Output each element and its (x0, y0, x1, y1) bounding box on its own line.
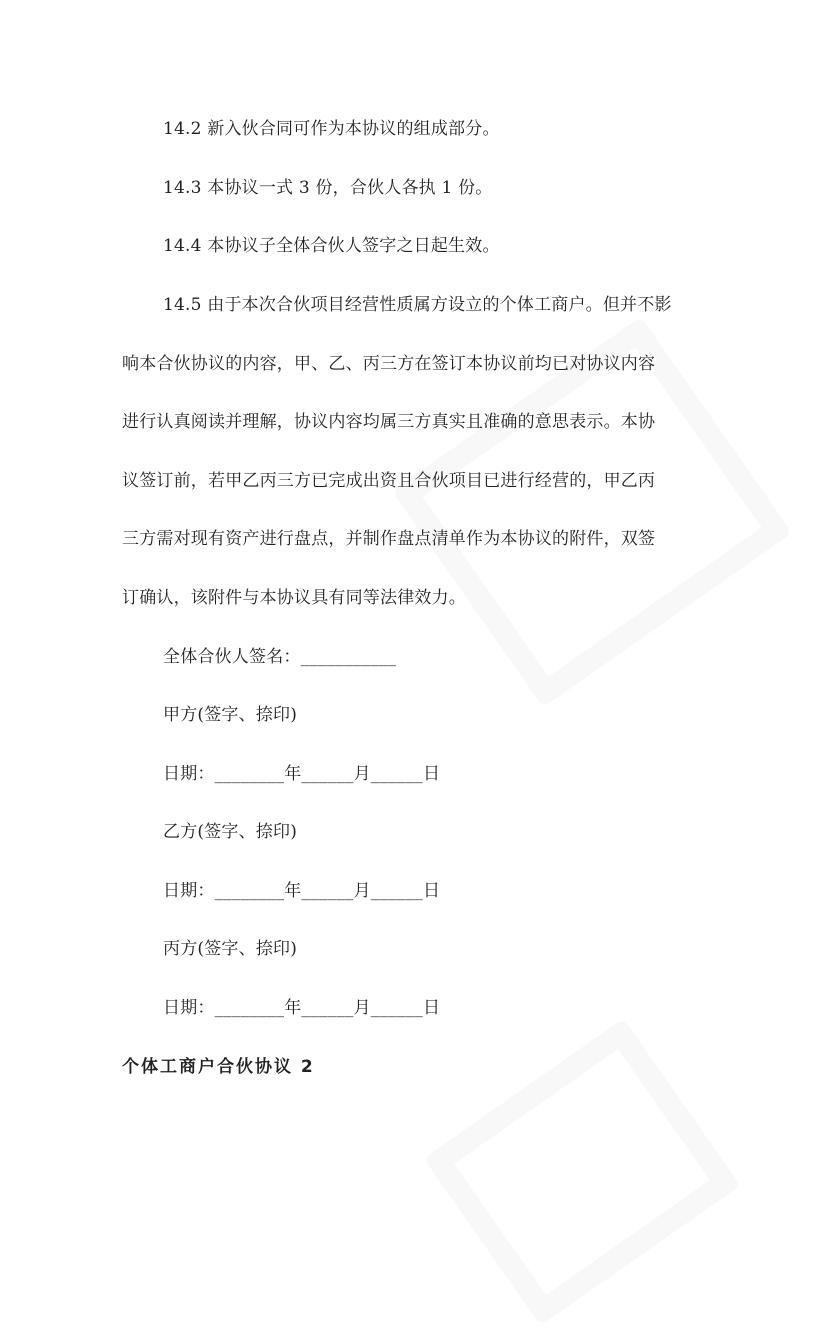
clause-14-4: 14.4 本协议子全体合伙人签字之日起生效。 (163, 236, 500, 256)
watermark (424, 1018, 741, 1325)
party-b-date: 日期：________年______月______日 (163, 881, 441, 901)
party-a-date: 日期：________年______月______日 (163, 764, 441, 784)
clause-14-5-line-3: 进行认真阅读并理解，协议内容均属三方真实且准确的意思表示。本协 (122, 412, 656, 432)
clause-14-5-line-5: 三方需对现有资产进行盘点，并制作盘点清单作为本协议的附件，双签 (122, 529, 656, 549)
party-a-signature: 甲方(签字、捺印) (163, 705, 298, 725)
clause-14-5-line-2: 响本合伙协议的内容，甲、乙、丙三方在签订本协议前均已对协议内容 (122, 354, 656, 374)
all-partners-signature: 全体合伙人签名：___________ (163, 647, 397, 667)
clause-14-2: 14.2 新入伙合同可作为本协议的组成部分。 (163, 119, 500, 139)
watermark (392, 317, 792, 708)
party-b-signature: 乙方(签字、捺印) (163, 822, 298, 842)
clause-14-5-line-6: 订确认，该附件与本协议具有同等法律效力。 (122, 588, 466, 608)
party-c-signature: 丙方(签字、捺印) (163, 939, 298, 959)
section-heading: 个体工商户合伙协议 2 (122, 1057, 315, 1077)
clause-14-3: 14.3 本协议一式 3 份，合伙人各执 1 份。 (163, 178, 493, 198)
clause-14-5-line-1: 14.5 由于本次合伙项目经营性质属方设立的个体工商户。但并不影 (163, 295, 672, 315)
clause-14-5-line-4: 议签订前，若甲乙丙三方已完成出资且合伙项目已进行经营的，甲乙丙 (122, 471, 656, 491)
party-c-date: 日期：________年______月______日 (163, 998, 441, 1018)
